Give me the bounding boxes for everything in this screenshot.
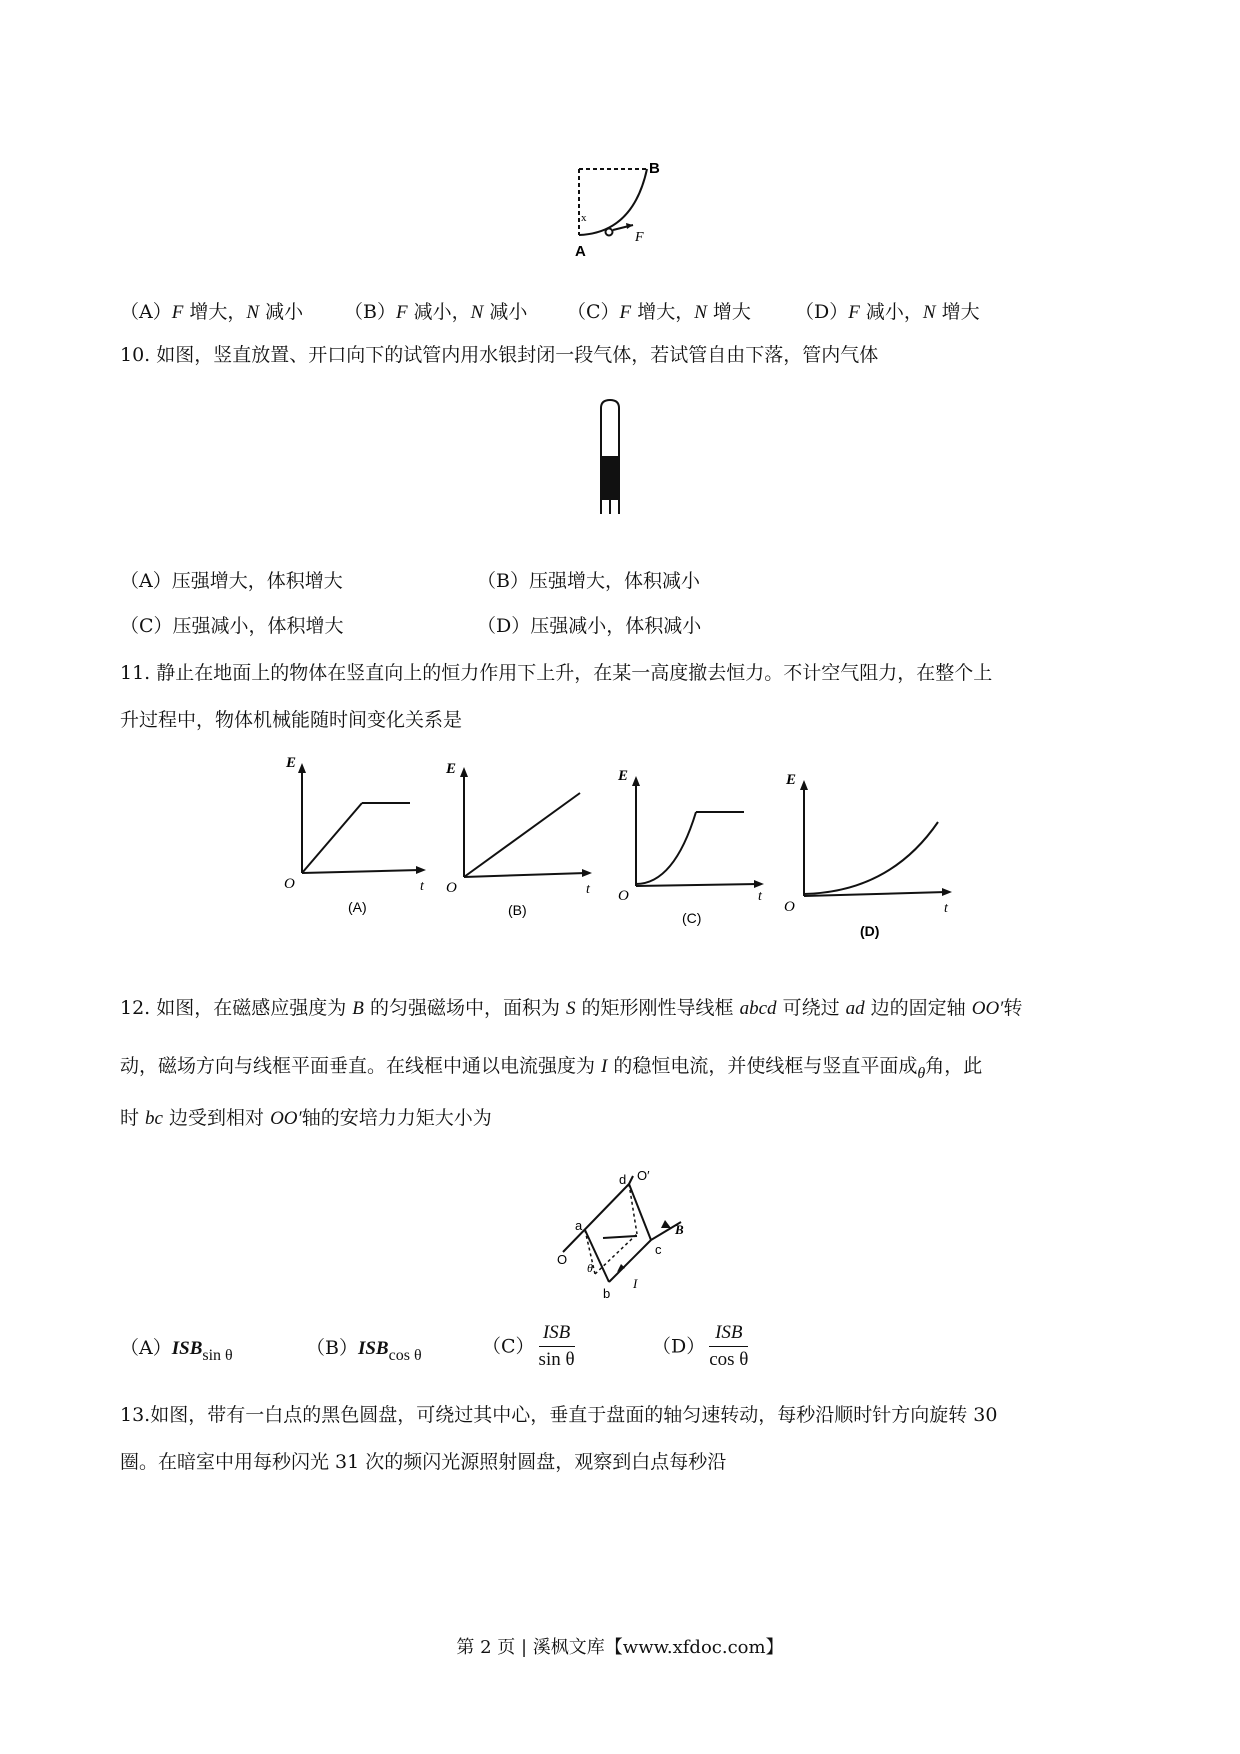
q12-fig-o: O [557,1252,568,1267]
q12-b-fn: cos θ [388,1347,422,1364]
q9-b-post: 减小 [483,301,528,323]
q10-option-c: （C）压强减小，体积增大 [120,615,344,637]
q12-l1-k: 转 [1003,997,1023,1019]
fig9-label-a: A [575,243,586,260]
q11-graph-d [780,762,960,947]
q12-l1-d: S [566,998,576,1019]
q12-c-den: sin θ [538,1349,575,1370]
q12-d-pre: （D） [652,1335,706,1358]
q12-l1-f: abcd [739,998,777,1019]
q11-stem-line2: 升过程中，物体机械能随时间变化关系是 [120,709,463,731]
fig9-label-x: x [581,212,587,224]
q11-a-ylabel: E [286,755,297,771]
q10-option-b: （B）压强增大，体积减小 [477,570,700,592]
q12-line1 [120,996,1022,1021]
q12-line2 [120,1054,982,1080]
q12-l2-b: I [601,1056,608,1077]
q11-b-ylabel: E [446,761,457,777]
q9-a-mid: 增大， [183,301,247,323]
q11-d-origin: O [784,899,795,915]
q9-c-post: 增大 [706,301,751,323]
q9-option-a [120,300,303,325]
q11-d-ylabel: E [786,772,797,788]
q12-l3-b: bc [145,1108,163,1129]
q12-l1-g: 可绕过 [776,997,846,1019]
q9-option-b [344,300,527,325]
q12-l3-c: 边受到相对 [162,1107,271,1129]
q12-l3-a: 时 [120,1107,146,1129]
q12-c-num: ISB [539,1322,575,1347]
q12-l2-c: 的稳恒电流，并使线框与竖直平面成 [607,1055,918,1077]
q9-c-n: N [694,302,707,323]
q9-b-f: F [395,302,408,323]
q11-c-caption: (C) [682,910,702,926]
fig9-label-f: F [635,230,644,245]
q12-c-pre: （C） [482,1335,535,1358]
q9-option-d [795,300,980,325]
q12-l1-a: 12. 如图，在磁感应强度为 [120,997,353,1019]
q12-b-isb: ISB [357,1338,389,1359]
q9-d-mid: 减小， [859,301,923,323]
q11-b-caption: (B) [508,902,527,918]
q12-fig-bfield: B [675,1222,684,1237]
q11-c-xlabel: t [758,889,762,904]
q9-d-pre: （D） [795,301,849,323]
q12-l2-d: 角，此 [925,1055,983,1077]
q12-l1-i: 边的固定轴 [864,997,972,1019]
q11-a-xlabel: t [420,879,424,894]
q11-graph-c [612,760,772,935]
q12-l1-e: 的矩形刚性导线框 [575,997,740,1019]
q12-fig-a: a [575,1218,583,1233]
q9-a-post: 减小 [259,301,304,323]
q12-l3-d: OO′ [270,1108,302,1129]
q12-fig-b: b [603,1286,611,1301]
q9-c-f: F [619,302,632,323]
q12-a-isb: ISB [171,1338,203,1359]
q12-option-a [120,1336,233,1362]
q12-fig-c: c [655,1242,662,1257]
q12-l1-b: B [352,998,364,1019]
q9-figure [565,155,675,265]
q9-c-mid: 增大， [631,301,695,323]
q9-b-pre: （B） [344,301,396,323]
q12-b-pre: （B） [306,1337,358,1359]
q13-line1: 13.如图，带有一白点的黑色圆盘，可绕过其中心，垂直于盘面的轴匀速转动，每秒沿顺时针方向旋转 30 [120,1404,998,1426]
q9-a-pre: （A） [120,301,172,323]
q12-line3 [120,1106,492,1131]
q12-l2-theta: θ [917,1065,926,1082]
q11-graph-b [440,755,600,925]
q9-a-f: F [171,302,184,323]
q10-stem: 10. 如图，竖直放置、开口向下的试管内用水银封闭一段气体，若试管自由下落，管内气体 [120,344,879,366]
q11-b-origin: O [446,880,457,896]
q11-b-xlabel: t [586,882,590,897]
q13-line2: 圈。在暗室中用每秒闪光 31 次的频闪光源照射圆盘，观察到白点每秒沿 [120,1451,727,1473]
q10-option-d: （D）压强减小，体积减小 [477,615,702,637]
q12-a-pre: （A） [120,1337,172,1359]
q9-d-f: F [848,302,860,323]
q12-frame-figure [555,1162,705,1304]
q9-d-n: N [922,302,936,323]
q12-l1-c: 的匀强磁场中，面积为 [363,997,566,1019]
q9-d-post: 增大 [935,301,980,323]
q11-d-xlabel: t [944,901,948,916]
q11-graph-a [280,755,430,925]
q12-fig-op: O′ [637,1168,650,1183]
q12-fig-i: I [633,1276,638,1291]
q12-l3-e: 轴的安培力力矩大小为 [301,1107,492,1129]
q12-l2-a: 动，磁场方向与线框平面垂直。在线框中通以电流强度为 [120,1055,602,1077]
q12-option-c [482,1322,575,1371]
q9-b-mid: 减小， [407,301,471,323]
fig9-label-b: B [649,160,660,177]
q10-test-tube-figure [598,398,622,516]
q11-d-caption: (D) [860,923,880,939]
q9-b-n: N [470,302,484,323]
q9-option-c [567,300,751,325]
page-footer: 第 2 页 | 溪枫文库【www.xfdoc.com】 [456,1637,784,1658]
q12-d-den: cos θ [709,1349,749,1370]
q12-l1-j: OO′ [971,998,1004,1019]
q12-fig-d: d [619,1172,627,1187]
q11-a-caption: (A) [348,899,367,915]
q12-option-d [652,1322,748,1371]
q11-c-origin: O [618,888,629,904]
q10-option-a: （A）压强增大，体积增大 [120,570,343,592]
q12-option-b [306,1336,422,1362]
q11-stem-line1: 11. 静止在地面上的物体在竖直向上的恒力作用下上升，在某一高度撤去恒力。不计空气阻力，在整个上 [120,662,993,684]
q12-a-fn: sin θ [202,1347,233,1364]
q11-a-origin: O [284,876,295,892]
q11-c-ylabel: E [618,768,629,784]
q12-l1-h: ad [845,998,865,1019]
q12-d-num: ISB [709,1322,748,1347]
q9-c-pre: （C） [567,301,620,323]
q9-a-n: N [246,302,260,323]
q12-fig-theta: θ [587,1261,593,1275]
